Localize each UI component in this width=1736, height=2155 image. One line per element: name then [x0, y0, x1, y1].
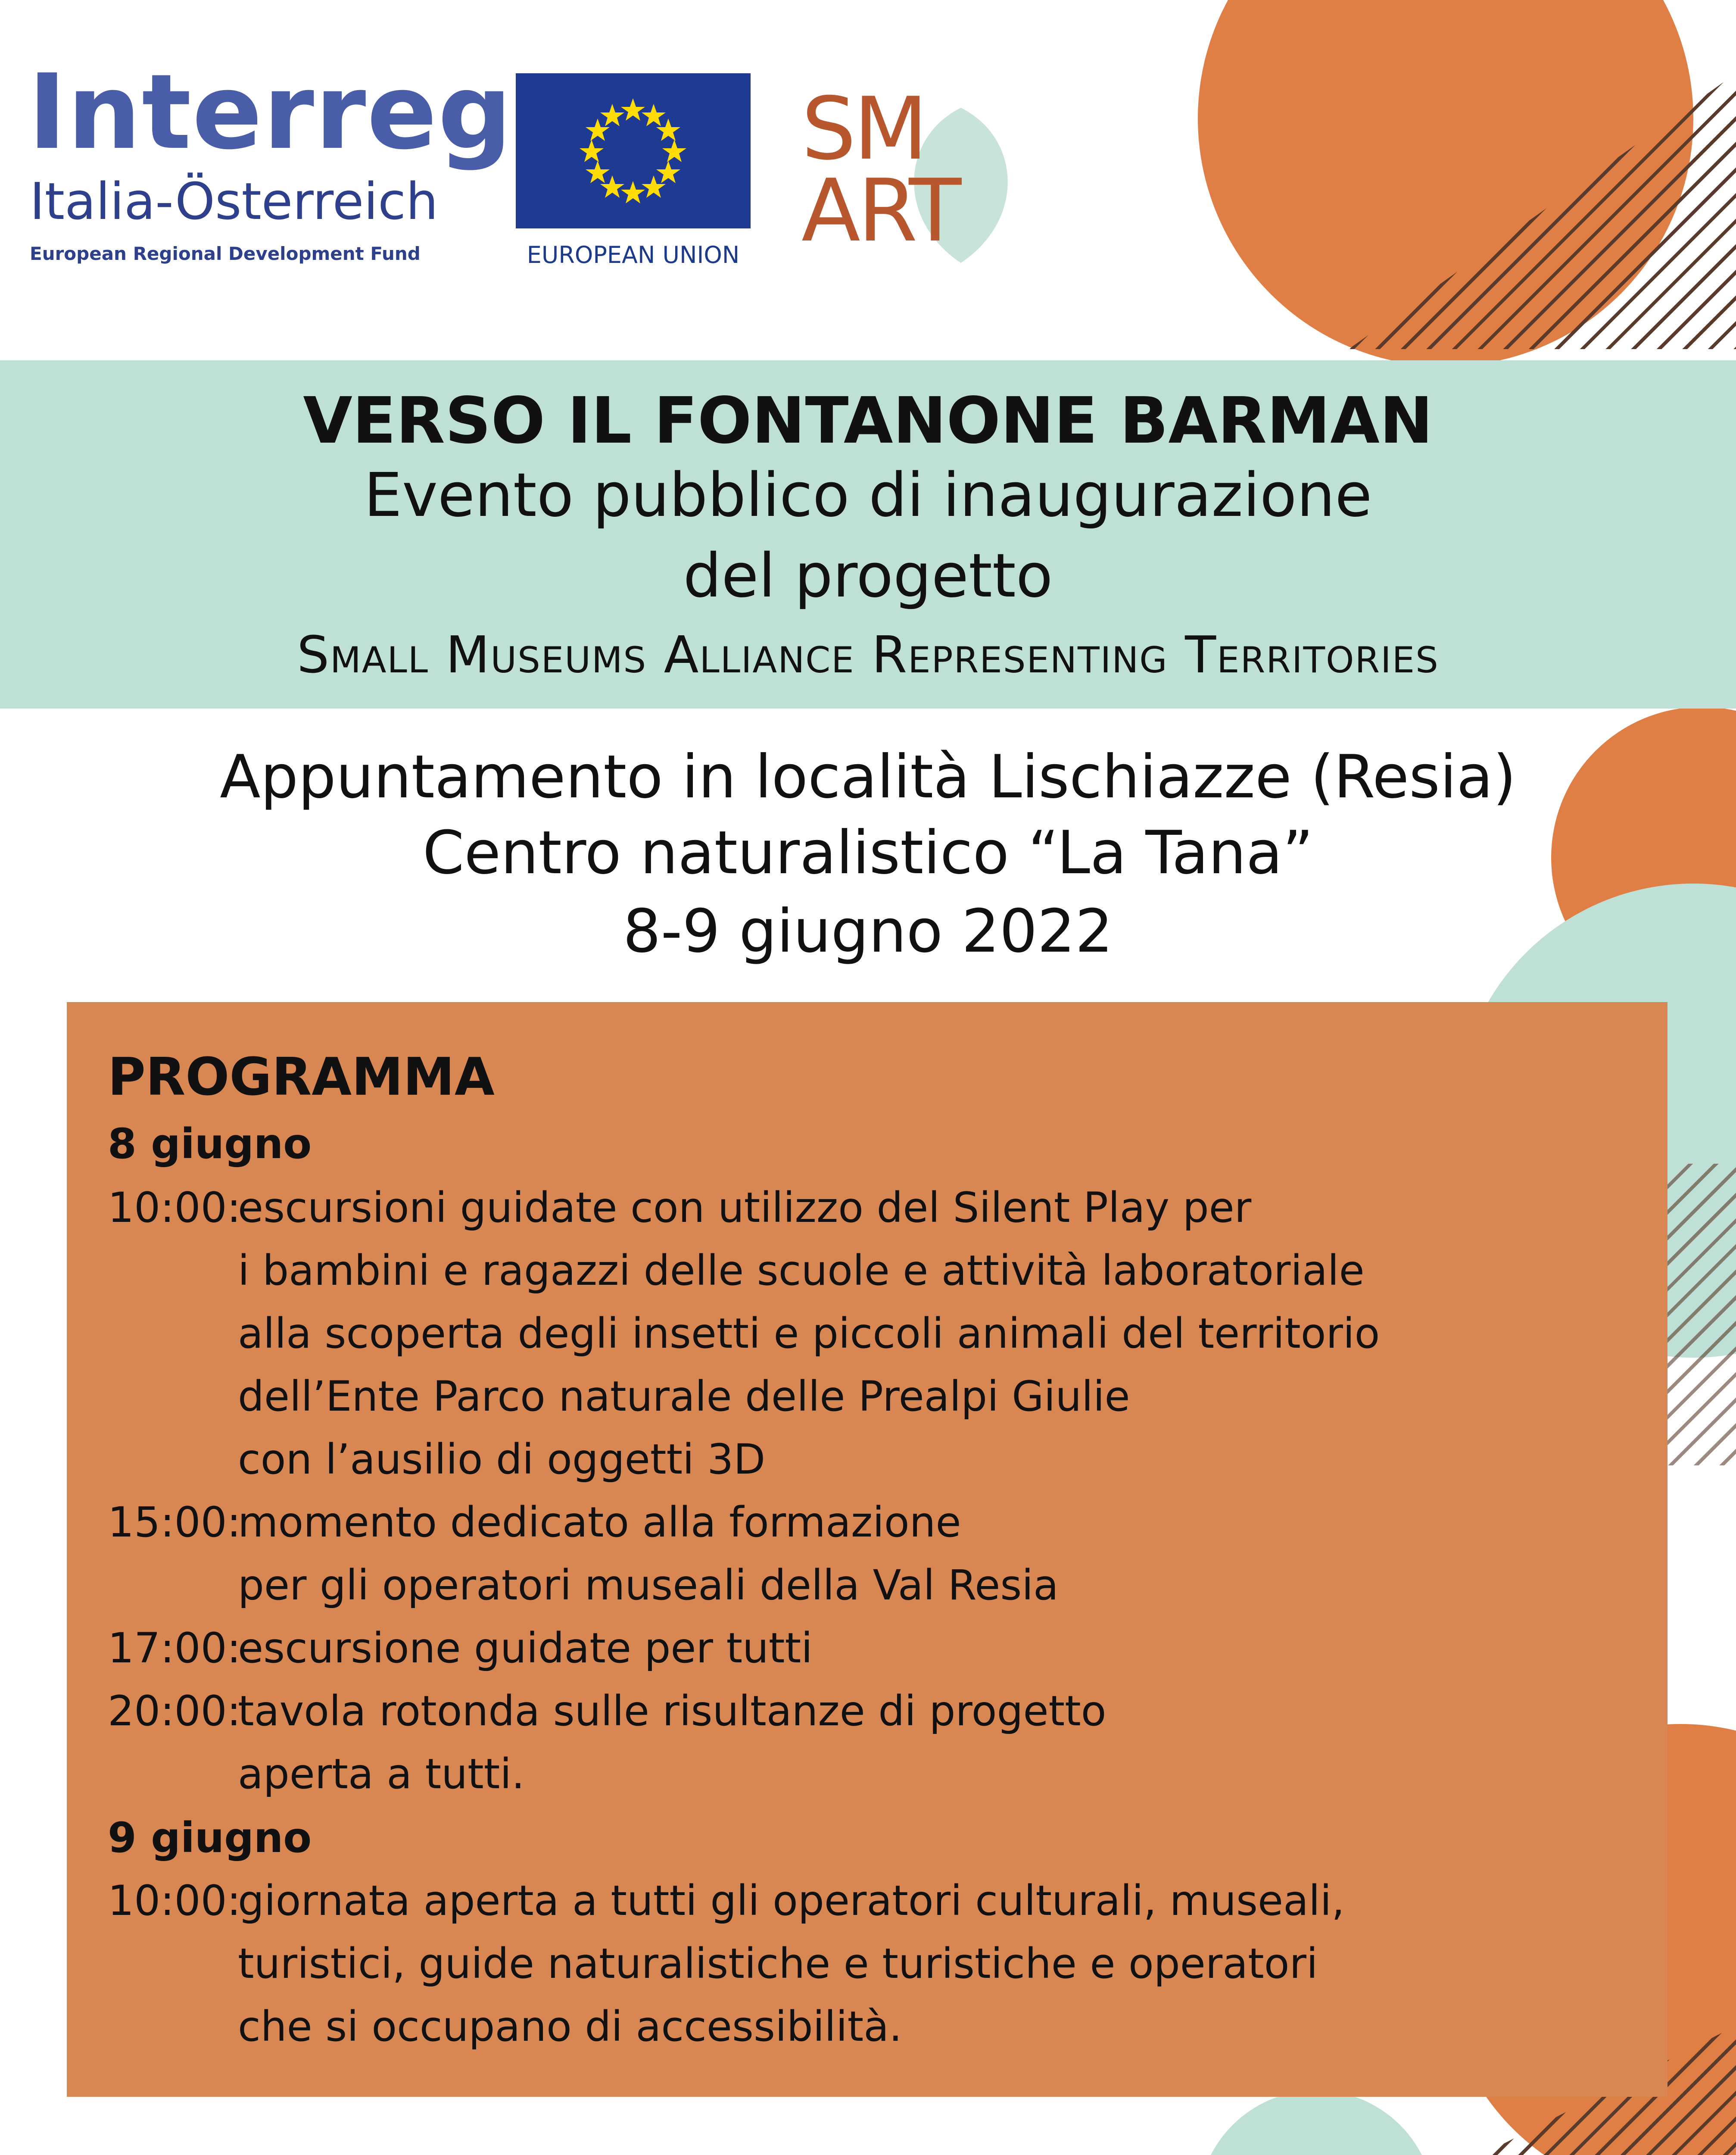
programme-item-line: alla scoperta degli insetti e piccoli animali del territorio: [238, 1309, 1380, 1358]
programme-time: 17:00:: [108, 1624, 241, 1672]
project-name: Small Museums Alliance Representing Territories: [297, 625, 1439, 684]
interreg-logo: [28, 52, 513, 284]
venue-centre: Centro naturalistico “La Tana”: [422, 818, 1314, 887]
interreg-logo-fund: European Regional Development Fund: [30, 243, 421, 264]
interreg-logo-word: Interreg: [28, 52, 513, 172]
smart-logo-bottom: ART: [801, 161, 959, 261]
programme-item-line: i bambini e ragazzi delle scuole e attività laboratoriale: [238, 1246, 1365, 1295]
eu-logo-label: EUROPEAN UNION: [527, 241, 740, 269]
programme-item-line: aperta a tutti.: [238, 1750, 525, 1798]
programme-item-line: turistici, guide naturalistiche e turistiche e operatori: [238, 1940, 1318, 1988]
programme-item-line: che si occupano di accessibilità.: [238, 2002, 902, 2051]
programme-time: 20:00:: [108, 1687, 241, 1735]
programme-day-2: 9 giugno: [108, 1814, 312, 1862]
event-title: VERSO IL FONTANONE BARMAN: [303, 384, 1433, 458]
programme-item-line: giornata aperta a tutti gli operatori culturali, museali,: [238, 1877, 1345, 1925]
decorative-circle-bottom-mint: [1198, 2090, 1435, 2155]
decorative-hatch-right-mid: [1667, 1164, 1736, 1465]
event-subtitle-2: del progetto: [683, 541, 1053, 611]
programme-item-line: dell’Ente Parco naturale delle Prealpi Giulie: [238, 1372, 1130, 1421]
programme-item-line: momento dedicato alla formazione: [238, 1498, 961, 1546]
programme-item-line: tavola rotonda sulle risultanze di progetto: [238, 1687, 1106, 1735]
interreg-logo-region: Italia-Österreich: [30, 172, 438, 231]
eu-flag-icon: [516, 73, 751, 228]
eu-logo: [516, 73, 751, 272]
venue-location: Appuntamento in località Lischiazze (Resia): [220, 742, 1516, 812]
programme-time: 15:00:: [108, 1498, 241, 1546]
smart-logo-top: SM: [801, 79, 926, 179]
programme-time: 10:00:: [108, 1184, 241, 1232]
programme-item-line: escursione guidate per tutti: [238, 1624, 813, 1672]
smart-logo: [801, 79, 1051, 267]
programme-day-1: 8 giugno: [108, 1120, 312, 1168]
programme-heading: PROGRAMMA: [108, 1047, 495, 1107]
venue-dates: 8-9 giugno 2022: [623, 896, 1113, 966]
programme-item-line: per gli operatori museali della Val Resia: [238, 1561, 1059, 1609]
event-subtitle-1: Evento pubblico di inaugurazione: [364, 460, 1372, 531]
programme-time: 10:00:: [108, 1877, 241, 1925]
programme-item-line: escursioni guidate con utilizzo del Silent Play per: [238, 1184, 1252, 1232]
programme-item-line: con l’ausilio di oggetti 3D: [238, 1435, 766, 1484]
